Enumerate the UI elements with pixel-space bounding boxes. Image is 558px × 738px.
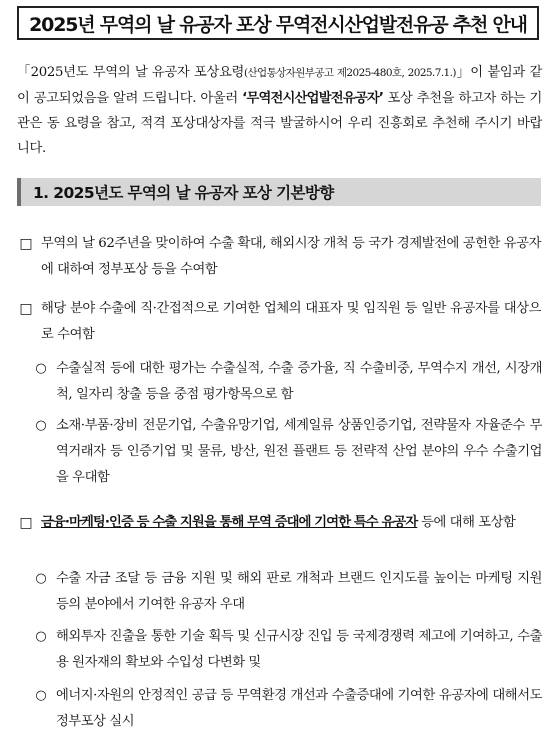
sub-bullet-3-3: 에너지·자원의 안정적인 공급 등 무역환경 개선과 수출증대에 기여한 유공자에 대해서도 정부포상 실시 (56, 688, 542, 729)
bullet-item-3 (41, 510, 541, 536)
sub-bullet-2-2: 소재·부품·장비 전문기업, 수출유망기업, 세계일류 상품인증기업, 전략물자 자율준수 무역거래자 등 인증기업 및 물류, 방산, 원전 플랜트 등 전략적 산업 분야의 우수 수출기업을 우대함 (56, 418, 542, 485)
intro-text-3: 포상 추천을 하고자 하는 기관은 동 요령을 참고, 적격 포상대상자를 적극 발굴하시어 우리 진흥회로 추천해 주시기 바랍니다. (17, 91, 542, 156)
square-bullet-icon: □ (19, 236, 33, 252)
circle-bullet-icon: ○ (35, 361, 47, 376)
page-title-text: 2025년 무역의 날 유공자 포상 무역전시산업발전유공 추천 안내 (29, 13, 527, 36)
square-bullet-icon: □ (19, 301, 33, 317)
page-title (17, 6, 539, 40)
intro-paragraph (17, 60, 542, 161)
bullet-item-2: 해당 분야 수출에 직·간접적으로 기여한 업체의 대표자 및 임직원 등 일반 유공자를 대상으로 수여함 (41, 301, 541, 342)
section-heading-text: 1. 2025년도 무역의 날 유공자 포상 기본방향 (33, 184, 334, 202)
intro-reference: (산업통상자원부공고 제2025-480호, 2025.7.1.) (244, 67, 456, 79)
circle-bullet-icon: ○ (35, 688, 47, 703)
intro-highlight: ‘무역전시산업발전유공자’ (242, 91, 384, 106)
section-heading-1 (17, 178, 541, 206)
circle-bullet-icon: ○ (35, 629, 47, 644)
sub-bullet-2-1: 수출실적 등에 대한 평가는 수출실적, 수출 증가율, 직 수출비중, 무역수지 개선, 시장개척, 일자리 창출 등을 중점 평가항목으로 함 (56, 361, 542, 402)
intro-text-1: 「2025년도 무역의 날 유공자 포상요령 (17, 65, 245, 80)
sub-bullet-3-1: 수출 자금 조달 등 금융 지원 및 해외 판로 개척과 브랜드 인지도를 높이는 마케팅 지원 등의 분야에서 기여한 유공자 우대 (56, 571, 542, 612)
square-bullet-icon: □ (19, 515, 33, 531)
circle-bullet-icon: ○ (35, 418, 47, 433)
circle-bullet-icon: ○ (35, 571, 47, 586)
sub-bullet-3-2: 해외투자 진출을 통한 기술 획득 및 신규시장 진입 등 국제경쟁력 제고에 기여하고, 수출용 원자재의 확보와 수입성 다변화 및 (56, 629, 542, 670)
bullet-3-rest: 등에 대해 포상함 (417, 515, 516, 530)
bullet-item-1: 무역의 날 62주년을 맞이하여 수출 확대, 해외시장 개척 등 국가 경제발전에 공헌한 유공자에 대하여 정부포상 등을 수여함 (41, 236, 541, 277)
bullet-3-emphasis: 금융·마케팅·인증 등 수출 지원을 통해 무역 증대에 기여한 특수 유공자 (41, 515, 418, 530)
intro-text-2: 」이 붙임과 같이 공고되었음을 알려 드립니다. 아울러 (17, 65, 542, 106)
